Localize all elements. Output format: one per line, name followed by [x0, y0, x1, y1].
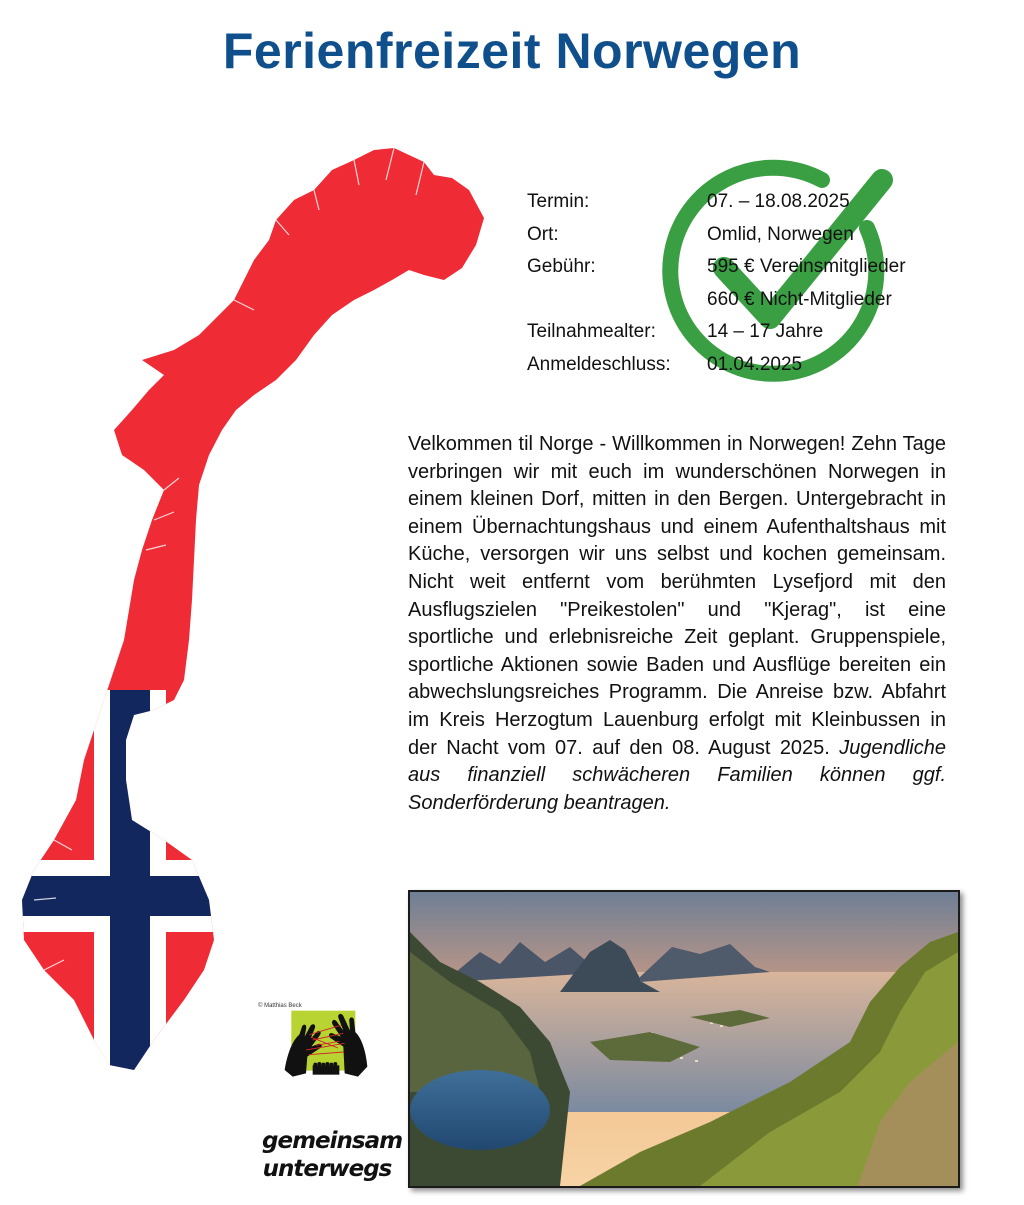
info-row-schluss — [527, 349, 906, 382]
schluss-value: 01.04.2025 — [707, 353, 803, 375]
description-italic-note: Jugendliche aus finanziell schwächeren Familien können ggf. Sonderförderung beantragen. — [408, 736, 946, 814]
gebuehr-value-nonmembers: 660 € Nicht-Mitglieder — [707, 288, 892, 310]
schluss-label: Anmeldeschluss: — [527, 353, 671, 375]
page-title: Ferienfreizeit Norwegen — [222, 23, 802, 79]
logo-copyright: © Matthias Beck — [258, 1003, 302, 1009]
description-main: Velkommen til Norge - Willkommen in Norwegen! Zehn Tage verbringen wir mit euch im wunderschönen Norwegen in einem kleinen Dorf, mitten in den Bergen. Untergebracht in einem Übernachtungshaus und einem Aufenthaltshaus mit Küche, versorgen wir uns selbst und kochen gemeinsam. Nicht weit entfernt vom berühmten Lysefjord mit den Ausflugszielen "Preikestolen" und "Kjerag", ist eine sportliche und erlebnisreiche Zeit geplant. Gruppenspiele, sportliche Aktionen sowie Baden und Ausflüge bereiten ein abwechslungsreiches Programm. Die Anreise bzw. Abfahrt im Kreis Herzogtum Lauenburg erfolgt mit Kleinbussen in der Nacht vom 07. auf den 08. August 2025. — [408, 433, 946, 759]
logo-text-unterwegs: unterwegs — [262, 1156, 392, 1182]
description-text — [408, 431, 946, 817]
alter-value: 14 – 17 Jahre — [707, 321, 824, 342]
info-row-alter — [527, 316, 906, 349]
alter-label: Teilnahmealter: — [527, 321, 656, 342]
ort-value: Omlid, Norwegen — [707, 223, 854, 245]
info-row-termin — [527, 186, 906, 219]
logo-text-gemeinsam: gemeinsam — [262, 1128, 403, 1154]
termin-value: 07. – 18.08.2025 — [707, 191, 850, 212]
fjord-landscape-photo — [408, 890, 960, 1188]
info-row-gebuehr — [527, 251, 906, 284]
termin-label: Termin: — [527, 191, 590, 212]
gebuehr-value-members: 595 € Vereinsmitglieder — [707, 256, 906, 277]
gebuehr-label: Gebühr: — [527, 256, 596, 277]
ort-label: Ort: — [527, 223, 559, 245]
info-row-gebuehr-2 — [527, 284, 906, 317]
info-row-ort — [527, 219, 906, 252]
event-info — [527, 186, 906, 381]
